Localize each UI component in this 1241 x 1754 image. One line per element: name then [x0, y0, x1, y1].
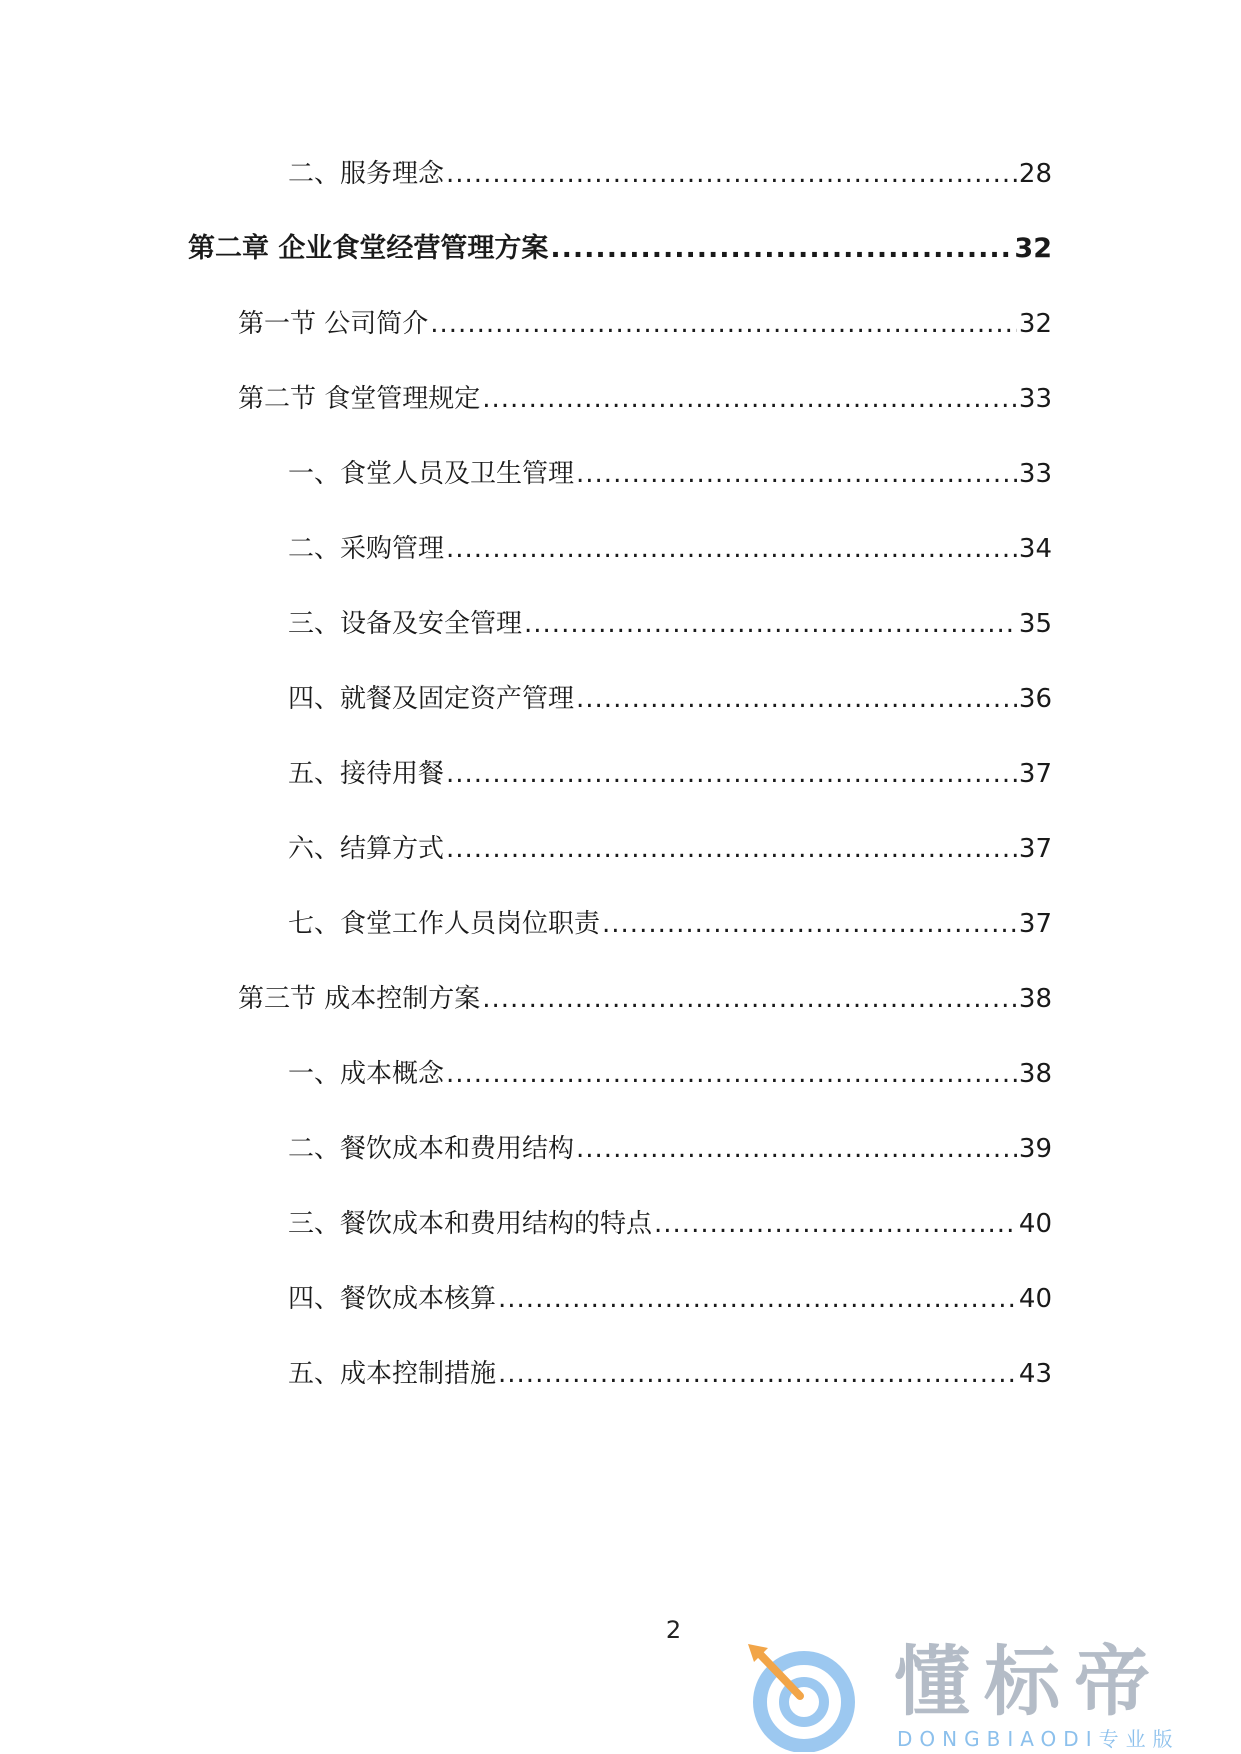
dot-leader	[576, 1132, 1017, 1166]
toc-entry[interactable]	[288, 832, 1052, 866]
dot-leader	[482, 382, 1017, 416]
dot-leader	[550, 232, 1012, 266]
toc-entry-page: 37	[1018, 834, 1052, 864]
toc-entry-page: 38	[1018, 1059, 1052, 1089]
toc-entry-title: 二、采购管理	[288, 534, 445, 564]
toc-section-entry[interactable]	[238, 982, 1052, 1016]
dot-leader	[576, 457, 1017, 491]
watermark-brand-name: 懂标帝	[894, 1637, 1164, 1726]
toc-entry-title: 三、设备及安全管理	[288, 609, 523, 639]
toc-entry-title: 第三节 成本控制方案	[238, 984, 481, 1014]
toc-entry-title: 四、餐饮成本核算	[288, 1284, 497, 1314]
dot-leader	[576, 682, 1017, 716]
toc-entry-page: 32	[1014, 233, 1052, 264]
toc-section-entry[interactable]	[238, 382, 1052, 416]
toc-entry-page: 39	[1018, 1134, 1052, 1164]
toc-entry-page: 37	[1018, 759, 1052, 789]
page-number: 2	[665, 1616, 682, 1644]
dot-leader	[446, 757, 1017, 791]
toc-entry-title: 六、结算方式	[288, 834, 445, 864]
toc-entry-title: 五、成本控制措施	[288, 1359, 497, 1389]
toc-section-entry[interactable]	[238, 307, 1052, 341]
dot-leader	[446, 1057, 1017, 1091]
toc-entry[interactable]	[288, 1132, 1052, 1166]
dot-leader	[482, 982, 1017, 1016]
dot-leader	[446, 157, 1017, 191]
target-logo-icon	[742, 1640, 872, 1752]
toc-entry-page: 34	[1018, 534, 1052, 564]
toc-entry-title: 七、食堂工作人员岗位职责	[288, 909, 601, 939]
toc-entry-page: 33	[1018, 459, 1052, 489]
toc-entry[interactable]	[288, 1357, 1052, 1391]
toc-entry-title: 一、食堂人员及卫生管理	[288, 459, 575, 489]
toc-entry-page: 43	[1018, 1359, 1052, 1389]
toc-entry-page: 40	[1018, 1284, 1052, 1314]
toc-entry[interactable]	[288, 1207, 1052, 1241]
toc-entry-title: 五、接待用餐	[288, 759, 445, 789]
toc-entry-title: 三、餐饮成本和费用结构的特点	[288, 1209, 653, 1239]
toc-entry-title: 二、餐饮成本和费用结构	[288, 1134, 575, 1164]
watermark-subtitle: DONGBIAODI专业版	[897, 1727, 1180, 1751]
toc-entry[interactable]	[288, 1057, 1052, 1091]
dot-leader	[446, 832, 1017, 866]
dot-leader	[602, 907, 1017, 941]
dot-leader	[446, 532, 1017, 566]
toc-entry-page: 38	[1018, 984, 1052, 1014]
toc-entry-page: 40	[1018, 1209, 1052, 1239]
toc-entry[interactable]	[288, 907, 1052, 941]
toc-entry-page: 37	[1018, 909, 1052, 939]
toc-entry[interactable]	[288, 1282, 1052, 1316]
dot-leader	[430, 307, 1017, 341]
toc-entry-title: 第二章 企业食堂经营管理方案	[188, 233, 549, 264]
dot-leader	[498, 1282, 1017, 1316]
toc-entry[interactable]	[288, 532, 1052, 566]
toc-entry-title: 二、服务理念	[288, 159, 445, 189]
dot-leader	[524, 607, 1017, 641]
toc-entry-page: 28	[1018, 159, 1052, 189]
dot-leader	[654, 1207, 1017, 1241]
dot-leader	[498, 1357, 1017, 1391]
toc-entry-page: 32	[1018, 309, 1052, 339]
toc-entry-page: 36	[1018, 684, 1052, 714]
toc-entry-title: 第二节 食堂管理规定	[238, 384, 481, 414]
toc-entry-title: 第一节 公司简介	[238, 309, 429, 339]
toc-entry[interactable]	[288, 457, 1052, 491]
toc-entry[interactable]	[288, 757, 1052, 791]
toc-entry-title: 一、成本概念	[288, 1059, 445, 1089]
toc-entry-title: 四、就餐及固定资产管理	[288, 684, 575, 714]
watermark	[742, 1637, 1222, 1752]
toc-entry[interactable]	[288, 607, 1052, 641]
toc-entry-page: 33	[1018, 384, 1052, 414]
toc-entry[interactable]	[288, 157, 1052, 191]
toc-entry[interactable]	[288, 682, 1052, 716]
toc-chapter-entry[interactable]	[188, 232, 1052, 266]
toc-entry-page: 35	[1018, 609, 1052, 639]
